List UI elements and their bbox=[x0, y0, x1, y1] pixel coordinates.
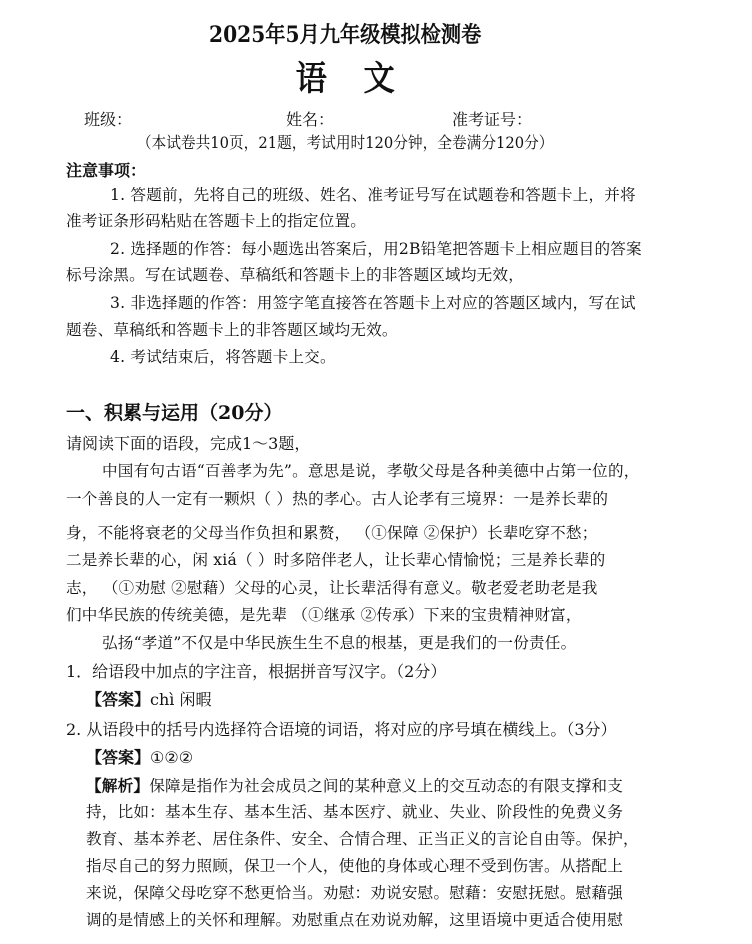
notice-line: 标号涂黑。写在试题卷、草稿纸和答题卡上的非答题区域均无效， bbox=[66, 266, 525, 284]
name-label: 姓名： bbox=[286, 110, 335, 129]
passage-line: 弘扬“孝道”不仅是中华民族生生不息的根基，更是我们的一份责任。 bbox=[102, 634, 577, 652]
analysis-line: 指尽自己的努力照顾，保卫一个人，使他的身体或心理不受到伤害。从搭配上 bbox=[86, 857, 623, 875]
notice-line: 3. 非选择题的作答：用签字笔直接答在答题卡上对应的答题区域内，写在试 bbox=[110, 294, 636, 312]
section-heading: 一、积累与运用（20分） bbox=[66, 402, 283, 424]
analysis-text: 保障是指作为社会成员之间的某种意义上的交互动态的有限支撑和支 bbox=[149, 777, 624, 795]
question-1-stem: 1．给语段中加点的字注音，根据拼音写汉字。（2分） bbox=[66, 662, 447, 681]
exam-note: （本试卷共10页，21题，考试用时120分钟，全卷满分120分） bbox=[136, 133, 554, 152]
question-2-stem: 2. 从语段中的括号内选择符合语境的词语，将对应的序号填在横线上。（3分） bbox=[66, 720, 617, 739]
passage-line: 二是养长辈的心，闲 xiá（ ）时多陪伴老人，让长辈心情愉悦；三是养长辈的 bbox=[66, 551, 606, 569]
exam-number-label: 准考证号： bbox=[452, 110, 533, 129]
passage-line: 志， （①劝慰 ②慰藉）父母的心灵，让长辈活得有意义。敬老爱老助老是我 bbox=[66, 579, 598, 597]
answer-text: ①②② bbox=[150, 748, 194, 767]
analysis-line: 教育、基本养老、居住条件、安全、合情合理、正当正义的言论自由等。保护， bbox=[86, 830, 639, 848]
notice-heading: 注意事项： bbox=[66, 161, 147, 180]
answer-label: 【答案】 bbox=[86, 690, 151, 709]
subject-title: 语文 bbox=[295, 59, 432, 99]
exam-title: 2025年5月九年级模拟检测卷 bbox=[209, 22, 482, 48]
passage-line: 身，不能将衰老的父母当作负担和累赘， （①保障 ②保护）长辈吃穿不愁； bbox=[66, 524, 598, 542]
passage-line: 一个善良的人一定有一颗炽（ ）热的孝心。古人论孝有三境界：一是养长辈的 bbox=[66, 490, 609, 508]
analysis-line: 调的是情感上的关怀和理解。劝慰重点在劝说劝解，这里语境中更适合使用慰 bbox=[86, 911, 623, 929]
notice-line: 2. 选择题的作答：每小题选出答案后，用2B铅笔把答题卡上相应题目的答案 bbox=[110, 240, 642, 258]
passage-line: 们中华民族的传统美德，是先辈 （①继承 ②传承）下来的宝贵精神财富， bbox=[66, 606, 582, 624]
notice-line: 1. 答题前，先将自己的班级、姓名、准考证号写在试题卷和答题卡上，并将 bbox=[110, 186, 636, 204]
analysis-line bbox=[86, 778, 623, 795]
notice-line: 题卷、草稿纸和答题卡上的非答题区域均无效。 bbox=[66, 321, 398, 339]
passage-line: 中国有句古语“百善孝为先”。意思是说，孝敬父母是各种美德中占第一位的， bbox=[102, 462, 640, 480]
analysis-line: 来说，保障父母吃穿不愁更恰当。劝慰：劝说安慰。慰藉：安慰抚慰。慰藉强 bbox=[86, 884, 623, 902]
section-intro: 请阅读下面的语段，完成1～3题， bbox=[66, 434, 311, 453]
notice-line: 准考证条形码粘贴在答题卡上的指定位置。 bbox=[66, 212, 367, 230]
question-2-answer bbox=[86, 750, 193, 766]
question-1-answer bbox=[86, 692, 212, 708]
answer-text: chì 闲暇 bbox=[150, 690, 212, 709]
analysis-label: 【解析】 bbox=[86, 776, 150, 795]
class-label: 班级： bbox=[84, 110, 133, 129]
answer-label: 【答案】 bbox=[86, 748, 151, 767]
analysis-line: 持，比如：基本生存、基本生活、基本医疗、就业、失业、阶段性的免费义务 bbox=[86, 803, 623, 821]
notice-line: 4. 考试结束后，将答题卡上交。 bbox=[110, 348, 336, 366]
